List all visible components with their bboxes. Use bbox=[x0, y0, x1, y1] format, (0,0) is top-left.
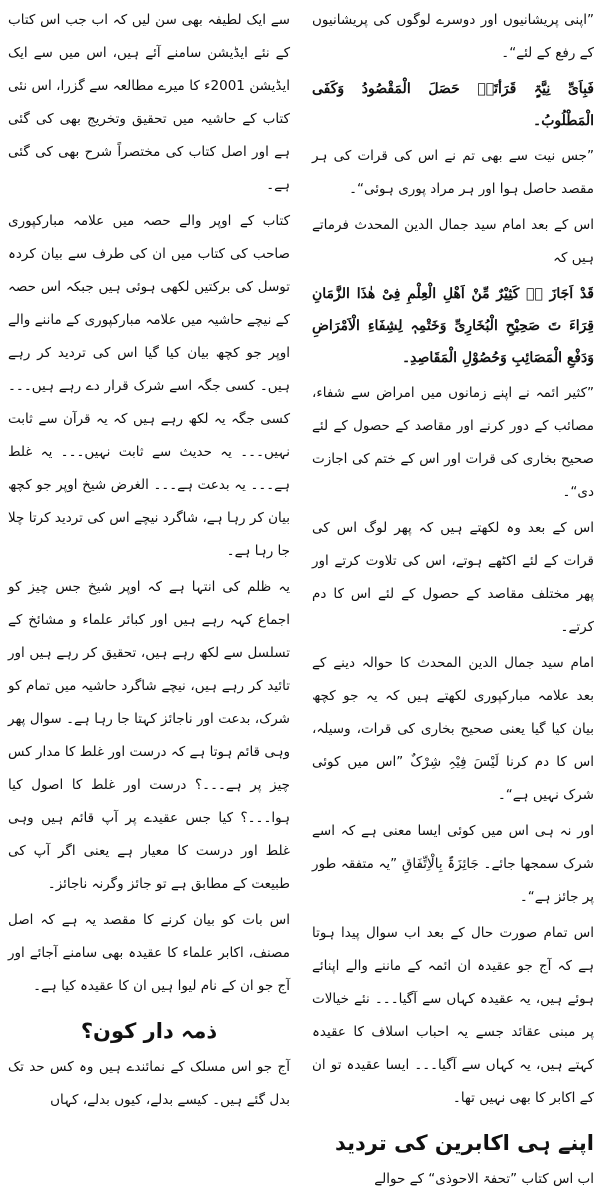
paragraph: اس کے بعد امام سید جمال الدین المحدث فرماتے ہیں کہ bbox=[312, 217, 594, 266]
paragraph: امام سید جمال الدین المحدث کا حوالہ دینے کے بعد علامہ مبارکپوری لکھتے ہیں کہ یہ جو کچھ بیان کیا گیا یعنی صحیح بخاری کی قرات، وسیلہ، اس کا دم کرنا لَیْسَ فِیْہِ شِرْکٌ ”اس میں کوئی شرک نہیں ہے“۔ bbox=[312, 655, 594, 803]
paragraph: سے ایک لطیفہ بھی سن لیں کہ اب جب اس کتاب کے نئے ایڈیشن سامنے آئے ہیں، اس میں سے ایک ایڈیشن 2001ء کا میرے مطالعہ سے گزرا، اس نئی کتاب کے حاشیہ میں تحقیق وتخریج بھی کی گئی ہے اور اصل کتاب کی مختصراً شرح بھی کی گئی ہے۔ bbox=[8, 12, 290, 193]
paragraph: اور نہ ہی اس میں کوئی ایسا معنی ہے کہ اسے شرک سمجھا جائے۔ جَائِزَۃٌ بِالْاِتِّفَاقِ ”یہ متفقہ طور پر جائز ہے“۔ bbox=[312, 823, 594, 905]
paragraph: ”کثیر ائمہ نے اپنے زمانوں میں امراض سے شفاء، مصائب کے دور کرنے اور مقاصد کے حصول کے لئے صحیح بخاری کی قرات اور اس کے ختم کی اجازت دی“۔ bbox=[312, 385, 594, 500]
section-heading: ذمہ دار کون؟ bbox=[80, 1019, 218, 1043]
arabic-quote: فَبِاَیِّ نِیَّۃٍ قَرَأتَہٗ حَصَلَ الْمَقْصُودُ وَکَفَی الْمَطْلُوبُ۔ bbox=[312, 81, 594, 129]
paragraph: ”اپنی پریشانیوں اور دوسرے لوگوں کی پریشانیوں کے رفع کے لئے“۔ bbox=[312, 12, 594, 61]
paragraph: کتاب کے اوپر والے حصہ میں علامہ مبارکپوری صاحب کی کتاب میں ان کی طرف سے بیان کردہ توسل کی برکتیں لکھی ہوئی ہیں جبکہ اس حصہ کے نیچے حاشیہ میں علامہ مبارکپوری کے ماننے والے اوپر جو کچھ بیان کیا گیا اس کی تردید کر رہے ہیں۔ کسی جگہ اسے شرک قرار دے رہے ہیں۔۔۔ کسی جگہ یہ لکھ رہے ہیں کہ یہ قرآن سے ثابت نہیں۔۔۔ یہ حدیث سے ثابت نہیں۔۔۔ یہ غلط ہے۔۔۔ یہ بدعت ہے۔۔۔ الغرض شیخ اوپر جو کچھ بیان کر رہا ہے، شاگرد نیچے اس کی تردید کرتا چلا جا رہا ہے۔ bbox=[8, 213, 290, 559]
paragraph: اس تمام صورت حال کے بعد اب سوال پیدا ہوتا ہے کہ آج جو عقیدہ ان ائمہ کے ماننے والے اپنائے ہوئے ہیں، یہ عقیدہ کہاں سے آگیا۔۔۔ نئے خیالات پر مبنی عقائد جسے یہ احباب اسلاف کا عقیدہ کہتے ہیں، یہ کہاں سے آگیا۔۔۔ ایسا عقیدہ تو ان کے اکابر کا بھی نہیں تھا۔ bbox=[312, 925, 594, 1106]
paragraph: آج جو اس مسلک کے نمائندے ہیں وہ کس حد تک بدل گئے ہیں۔ کیسے بدلے، کیوں بدلے، کہاں bbox=[8, 1059, 290, 1108]
left-column bbox=[8, 4, 290, 1108]
paragraph: اس بات کو بیان کرنے کا مقصد یہ ہے کہ اصل مصنف، اکابر علماء کا عقیدہ بھی سامنے آجائے اور آج جو ان کے نام لیوا ہیں ان کا عقیدہ کیا ہے۔ bbox=[8, 912, 290, 994]
paragraph: یہ ظلم کی انتہا ہے کہ اوپر شیخ جس چیز کو اجماع کہہ رہے ہیں اور کبائر علماء و مشائخ کے تسلسل سے لکھ رہے ہیں، تحقیق کر رہے ہیں اور تائید کر رہے ہیں، نیچے شاگرد حاشیہ میں تمام کو شرک، بدعت اور ناجائز کہتا جا رہا ہے۔ سوال پھر وہی قائم ہوتا ہے کہ درست اور غلط کا مدار کس چیز پر ہے۔۔۔؟ درست اور غلط کا اصول کیا ہوا۔۔۔؟ کیا جس عقیدے پر آپ قائم ہیں وہی غلط اور درست کا معیار ہے یعنی اگر آپ کی طبیعت کے مطابق ہے تو جائز وگرنہ ناجائز۔ bbox=[8, 579, 290, 892]
right-column bbox=[312, 4, 594, 1187]
section-heading: اپنے ہی اکابرین کی تردید bbox=[335, 1131, 594, 1155]
arabic-quote: قَدْ اَجَازَ ہٗ کَثِیْرٌ مِّنْ اَھْلِ الْعِلْمِ فِیْ ھٰذَا الزَّمَانِ قِرَاءَ تَ صَحِیْحِ الْبُخَارِیِّ وَخَتْمِہٖ لِشِفَاءِ الْاَمْرَاضِ وَدَفْعِ الْمَصَائِبِ وَحُصُوْلِ الْمَقَاصِدِ۔ bbox=[312, 286, 594, 366]
paragraph: ”جس نیت سے بھی تم نے اس کی قرات کی ہر مقصد حاصل ہوا اور ہر مراد پوری ہوئی“۔ bbox=[312, 148, 594, 197]
paragraph: اس کے بعد وہ لکھتے ہیں کہ پھر لوگ اس کی قرات کے لئے اکٹھے ہوتے، اس کی تلاوت کرتے اور پھر مختلف مقاصد کے حصول کے لئے اس کا دم کرتے۔ bbox=[312, 520, 594, 635]
paragraph: اب اس کتاب ”تحفۃ الاحوذی“ کے حوالے bbox=[374, 1171, 594, 1187]
